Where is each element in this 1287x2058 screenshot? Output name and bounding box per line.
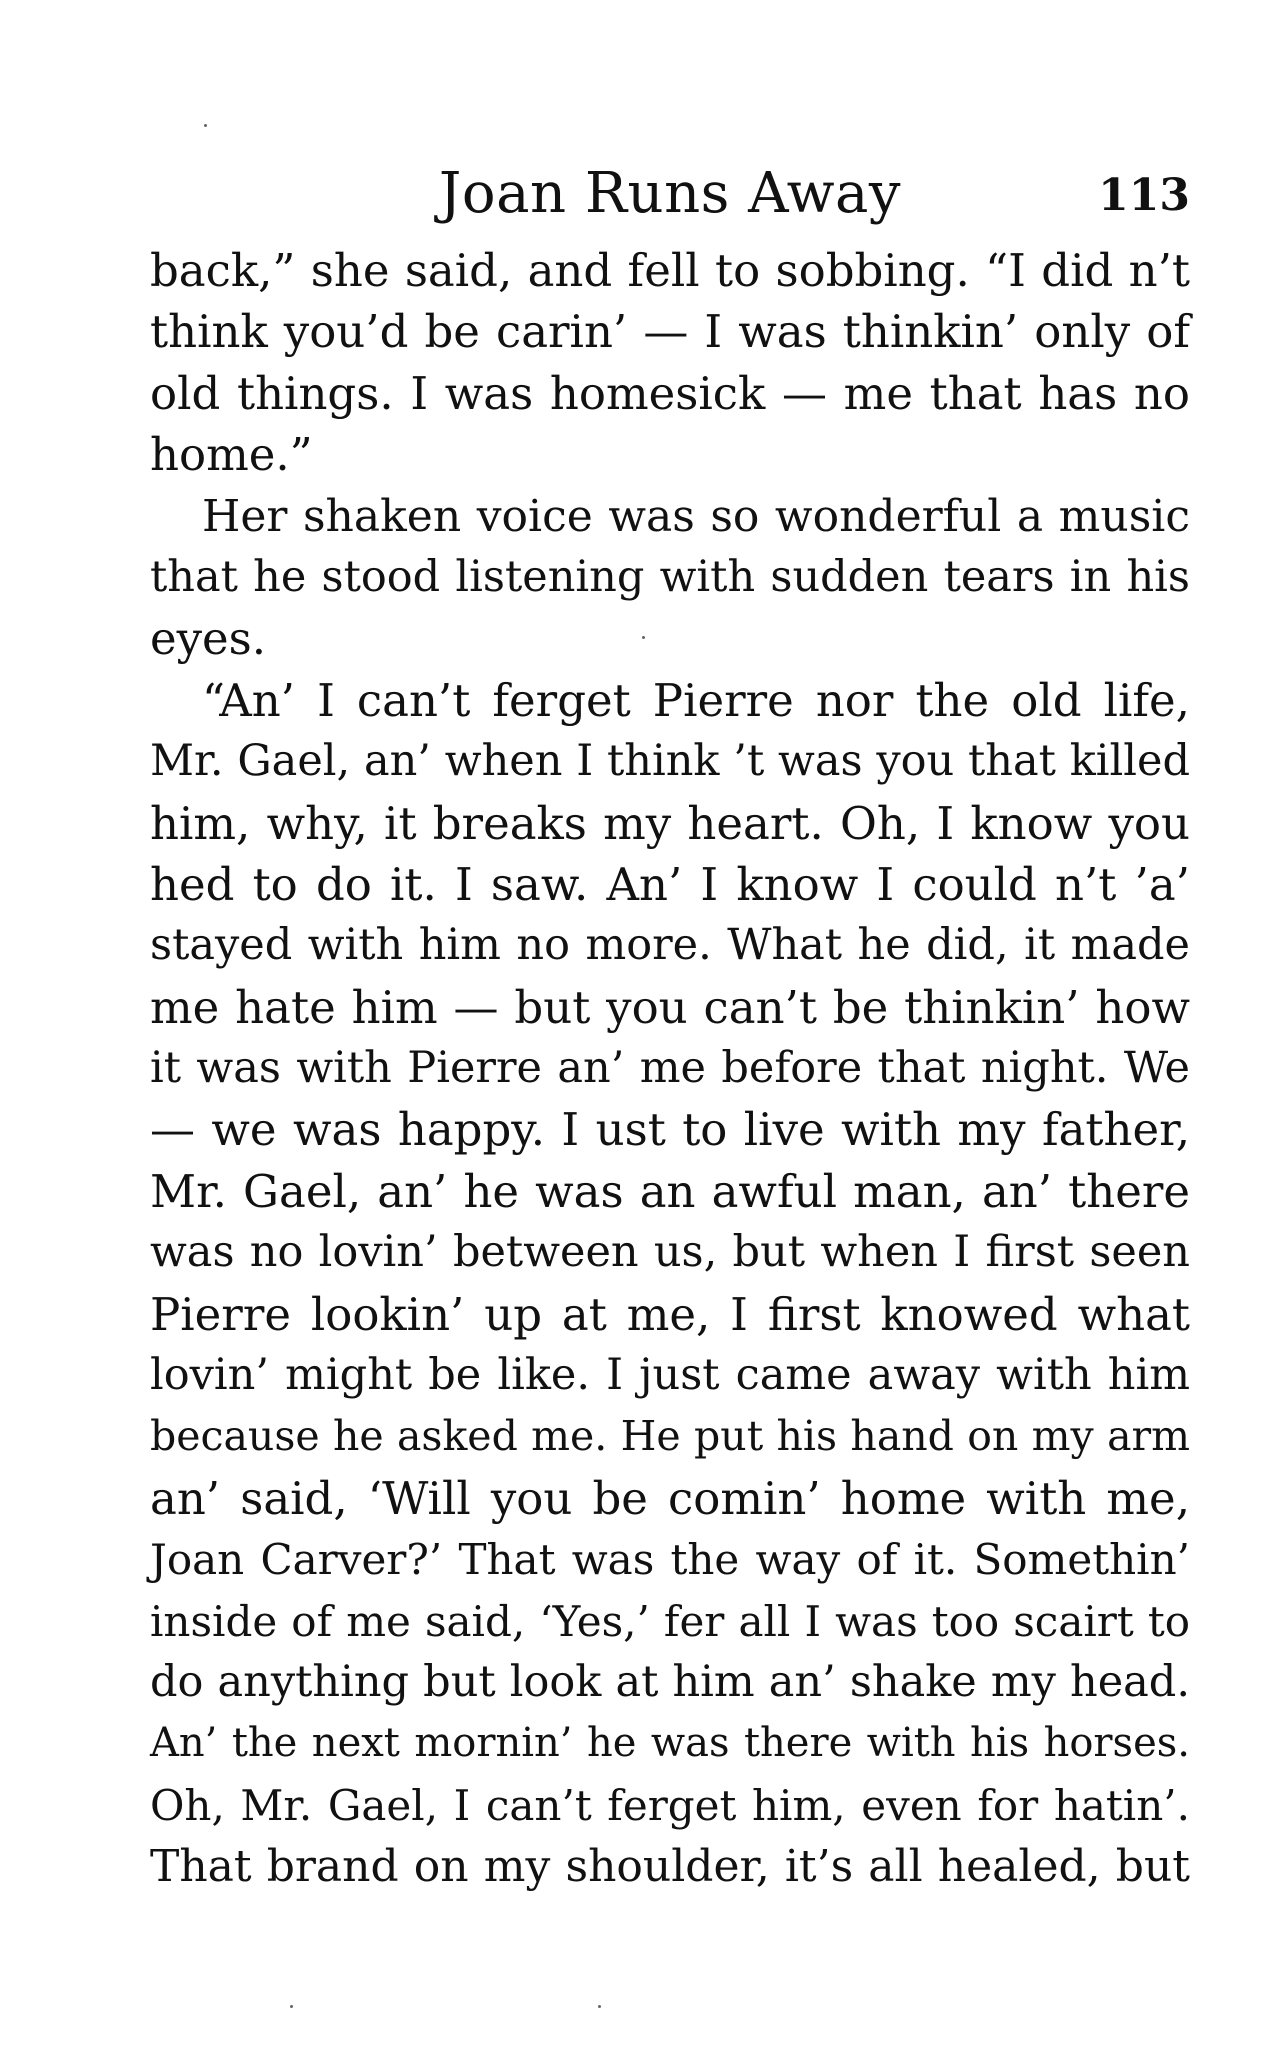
page-header xyxy=(150,154,1190,234)
text-line: it was with Pierre an’ me before that night. We xyxy=(150,1043,1190,1094)
text-line: was no lovin’ between us, but when I first seen xyxy=(150,1227,1190,1278)
paper-speck xyxy=(204,124,207,127)
text-line: lovin’ might be like. I just came away with him xyxy=(150,1350,1190,1401)
text-line: old things. I was homesick — me that has no xyxy=(150,366,1190,420)
text-line: think you’d be carin’ — I was thinkin’ only of xyxy=(150,305,1190,359)
text-line: inside of me said, ‘Yes,’ fer all I was too scairt to xyxy=(150,1596,1190,1646)
text-line: Joan Carver?’ That was the way of it. Somethin’ xyxy=(150,1535,1190,1585)
text-line: hed to do it. I saw. An’ I know I could n’t ’a’ xyxy=(150,857,1190,911)
paper-speck xyxy=(598,2005,601,2008)
body-text xyxy=(150,240,1190,1898)
text-line: an’ said, ‘Will you be comin’ home with me, xyxy=(150,1471,1190,1525)
running-title: Joan Runs Away xyxy=(438,161,902,226)
page-number: 113 xyxy=(1098,170,1190,221)
text-line: Pierre lookin’ up at me, I first knowed what xyxy=(150,1287,1190,1341)
text-line: home.” xyxy=(150,428,313,482)
text-line: That brand on my shoulder, it’s all healed, but xyxy=(150,1841,1190,1893)
text-line: because he asked me. He put his hand on my arm xyxy=(150,1412,1190,1461)
text-line: “An’ I can’t ferget Pierre nor the old life, xyxy=(202,673,1190,727)
text-line: back,” she said, and fell to sobbing. “I did n’t xyxy=(150,244,1190,297)
text-line: Her shaken voice was so wonderful a music xyxy=(202,490,1190,542)
text-line: me hate him — but you can’t be thinkin’ how xyxy=(150,980,1190,1034)
text-line: that he stood listening with sudden tears in his xyxy=(150,551,1190,602)
text-line: Oh, Mr. Gael, I can’t ferget him, even for hatin’. xyxy=(150,1780,1190,1830)
paper-speck xyxy=(290,2005,293,2008)
text-line: do anything but look at him an’ shake my head. xyxy=(150,1656,1190,1707)
text-line: eyes. xyxy=(150,612,267,666)
text-line: — we was happy. I ust to live with my father, xyxy=(150,1103,1190,1157)
text-line: him, why, it breaks my heart. Oh, I know you xyxy=(150,796,1190,850)
text-line: Mr. Gael, an’ when I think ’t was you that killed xyxy=(150,736,1190,787)
text-line: An’ the next mornin’ he was there with his horses. xyxy=(150,1720,1190,1767)
text-line: stayed with him no more. What he did, it made xyxy=(150,920,1190,971)
text-line: Mr. Gael, an’ he was an awful man, an’ there xyxy=(150,1164,1190,1218)
